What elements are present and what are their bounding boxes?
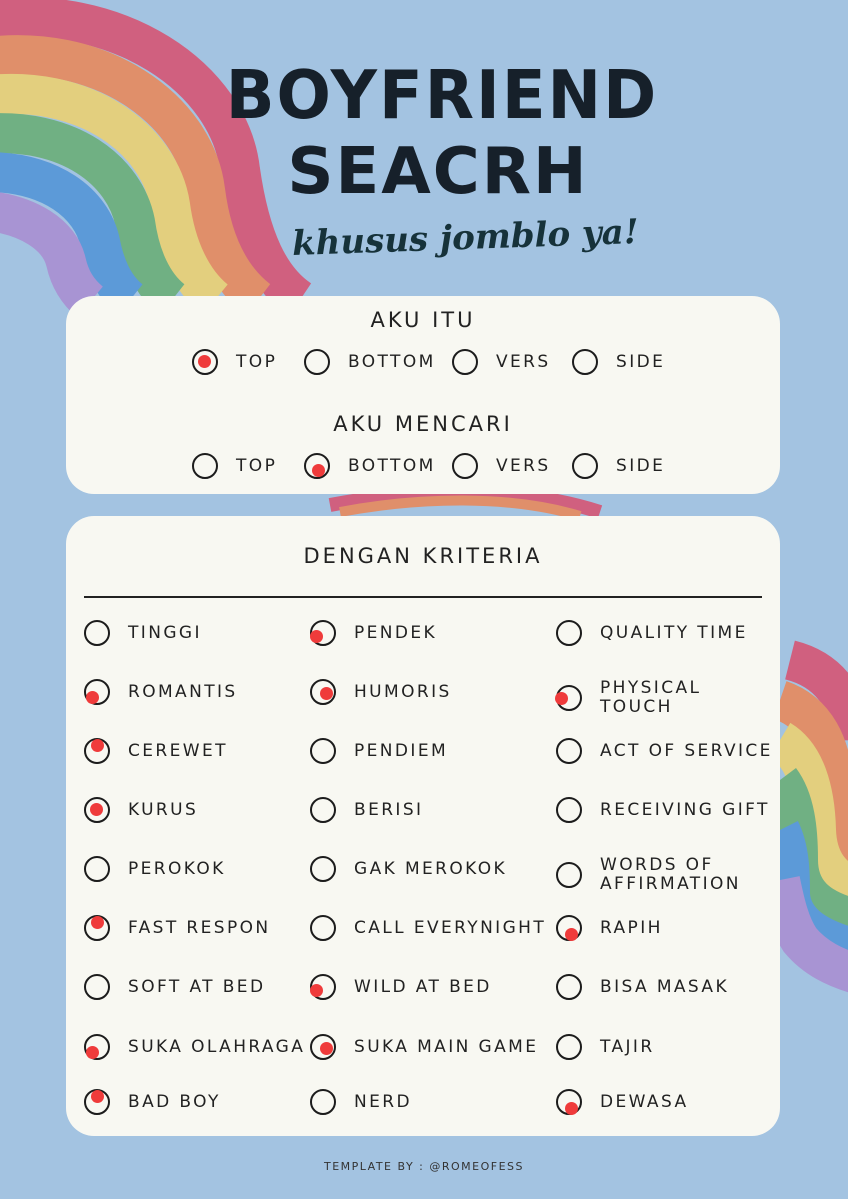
option-label: RECEIVING GIFT xyxy=(600,799,770,820)
radio-circle-icon[interactable] xyxy=(310,1034,336,1060)
radio-circle-icon[interactable] xyxy=(84,1034,110,1060)
radio-circle-icon[interactable] xyxy=(556,797,582,823)
radio-circle-icon[interactable] xyxy=(452,453,478,479)
radio-circle-icon[interactable] xyxy=(84,1089,110,1115)
selected-mark-icon xyxy=(565,928,578,941)
selected-mark-icon xyxy=(198,355,211,368)
option-label: TOP xyxy=(236,455,278,476)
radio-circle-icon[interactable] xyxy=(84,679,110,705)
option-vers[interactable] xyxy=(452,453,551,479)
radio-circle-icon[interactable] xyxy=(304,349,330,375)
selected-mark-icon xyxy=(91,916,104,929)
option-bottom[interactable] xyxy=(304,453,436,479)
option-label: SUKA MAIN GAME xyxy=(354,1036,539,1057)
option-label: CALL EVERYNIGHT xyxy=(354,917,547,938)
option-label: FAST RESPON xyxy=(128,917,271,938)
option-label: DEWASA xyxy=(600,1091,689,1112)
option-top[interactable] xyxy=(192,453,277,479)
radio-circle-icon[interactable] xyxy=(84,915,110,941)
selected-mark-icon xyxy=(320,687,333,700)
option-words-of-affirmation[interactable] xyxy=(556,856,750,893)
option-label: KURUS xyxy=(128,799,199,820)
radio-circle-icon[interactable] xyxy=(556,974,582,1000)
option-label: BOTTOM xyxy=(348,351,436,372)
option-romantis[interactable] xyxy=(84,679,238,705)
radio-circle-icon[interactable] xyxy=(310,974,336,1000)
option-label: QUALITY TIME xyxy=(600,622,748,643)
option-label: BAD BOY xyxy=(128,1091,221,1112)
option-bad-boy[interactable] xyxy=(84,1089,221,1115)
option-label: BISA MASAK xyxy=(600,976,729,997)
selected-mark-icon xyxy=(555,692,568,705)
option-vers[interactable] xyxy=(452,349,551,375)
radio-circle-icon[interactable] xyxy=(556,620,582,646)
option-top[interactable] xyxy=(192,349,277,375)
option-label: SOFT AT BED xyxy=(128,976,266,997)
option-suka-main-game[interactable] xyxy=(310,1034,538,1060)
option-quality-time[interactable] xyxy=(556,620,748,646)
option-wild-at-bed[interactable] xyxy=(310,974,492,1000)
selected-mark-icon xyxy=(86,691,99,704)
option-berisi[interactable] xyxy=(310,797,423,823)
radio-circle-icon[interactable] xyxy=(556,915,582,941)
radio-circle-icon[interactable] xyxy=(556,1089,582,1115)
radio-circle-icon[interactable] xyxy=(310,679,336,705)
selected-mark-icon xyxy=(91,739,104,752)
radio-circle-icon[interactable] xyxy=(310,738,336,764)
option-rapih[interactable] xyxy=(556,915,663,941)
option-pendiem[interactable] xyxy=(310,738,448,764)
radio-circle-icon[interactable] xyxy=(84,856,110,882)
option-side[interactable] xyxy=(572,349,665,375)
radio-circle-icon[interactable] xyxy=(572,349,598,375)
option-bottom[interactable] xyxy=(304,349,436,375)
option-label: ACT OF SERVICE xyxy=(600,740,773,761)
option-label: PHYSICAL TOUCH xyxy=(600,678,702,717)
option-label: ROMANTIS xyxy=(128,681,238,702)
option-side[interactable] xyxy=(572,453,665,479)
option-cerewet[interactable] xyxy=(84,738,228,764)
option-label: TOP xyxy=(236,351,278,372)
selected-mark-icon xyxy=(565,1102,578,1115)
selected-mark-icon xyxy=(312,464,325,477)
option-nerd[interactable] xyxy=(310,1089,412,1115)
divider xyxy=(84,596,762,598)
radio-circle-icon[interactable] xyxy=(310,915,336,941)
option-label: HUMORIS xyxy=(354,681,452,702)
selected-mark-icon xyxy=(320,1042,333,1055)
option-perokok[interactable] xyxy=(84,856,226,882)
radio-circle-icon[interactable] xyxy=(192,349,218,375)
kriteria-heading: DENGAN KRITERIA xyxy=(303,544,543,568)
radio-circle-icon[interactable] xyxy=(452,349,478,375)
option-label: NERD xyxy=(354,1091,412,1112)
option-bisa-masak[interactable] xyxy=(556,974,729,1000)
selected-mark-icon xyxy=(86,1046,99,1059)
option-physical-touch[interactable] xyxy=(556,679,780,716)
radio-circle-icon[interactable] xyxy=(556,862,582,888)
option-label: RAPIH xyxy=(600,917,663,938)
selected-mark-icon xyxy=(310,630,323,643)
option-pendek[interactable] xyxy=(310,620,437,646)
option-label: PENDEK xyxy=(354,622,438,643)
aku-mencari-heading: AKU MENCARI xyxy=(333,412,513,436)
radio-circle-icon[interactable] xyxy=(84,797,110,823)
option-label: WORDS OF AFFIRMATION xyxy=(600,855,741,894)
option-soft-at-bed[interactable] xyxy=(84,974,265,1000)
radio-circle-icon[interactable] xyxy=(84,620,110,646)
option-label: GAK MEROKOK xyxy=(354,858,508,879)
selected-mark-icon xyxy=(90,803,103,816)
option-call-everynight[interactable] xyxy=(310,915,546,941)
selected-mark-icon xyxy=(310,984,323,997)
option-label: WILD AT BED xyxy=(354,976,492,997)
option-suka-olahraga[interactable] xyxy=(84,1034,305,1060)
aku-itu-heading: AKU ITU xyxy=(370,308,476,332)
role-card xyxy=(66,296,780,494)
option-label: TINGGI xyxy=(128,622,202,643)
option-kurus[interactable] xyxy=(84,797,198,823)
radio-circle-icon[interactable] xyxy=(556,1034,582,1060)
option-tajir[interactable] xyxy=(556,1034,655,1060)
footer-credit: TEMPLATE BY : @ROMEOFESS xyxy=(323,1160,525,1173)
option-dewasa[interactable] xyxy=(556,1089,688,1115)
radio-circle-icon[interactable] xyxy=(310,620,336,646)
option-label: PENDIEM xyxy=(354,740,449,761)
radio-circle-icon[interactable] xyxy=(310,856,336,882)
radio-circle-icon[interactable] xyxy=(310,1089,336,1115)
option-label: VERS xyxy=(496,351,551,372)
radio-circle-icon[interactable] xyxy=(84,738,110,764)
radio-circle-icon[interactable] xyxy=(556,685,582,711)
radio-circle-icon[interactable] xyxy=(310,797,336,823)
option-label: SUKA OLAHRAGA xyxy=(128,1036,306,1057)
radio-circle-icon[interactable] xyxy=(556,738,582,764)
option-label: SIDE xyxy=(616,351,666,372)
option-tinggi[interactable] xyxy=(84,620,202,646)
criteria-card xyxy=(66,516,780,1136)
option-label: VERS xyxy=(496,455,551,476)
option-humoris[interactable] xyxy=(310,679,452,705)
option-gak-merokok[interactable] xyxy=(310,856,507,882)
radio-circle-icon[interactable] xyxy=(572,453,598,479)
option-fast-respon[interactable] xyxy=(84,915,271,941)
option-label: BOTTOM xyxy=(348,455,436,476)
title-line-1: BOYFRIEND xyxy=(225,57,659,135)
option-label: SIDE xyxy=(616,455,666,476)
title-line-2: SEACRH xyxy=(287,135,589,209)
option-label: TAJIR xyxy=(600,1036,655,1057)
subtitle: khusus jomblo ya! xyxy=(291,211,640,265)
option-label: CEREWET xyxy=(128,740,228,761)
radio-circle-icon[interactable] xyxy=(304,453,330,479)
selected-mark-icon xyxy=(91,1090,104,1103)
radio-circle-icon[interactable] xyxy=(192,453,218,479)
option-act-of-service[interactable] xyxy=(556,738,773,764)
option-label: PEROKOK xyxy=(128,858,226,879)
option-label: BERISI xyxy=(354,799,424,820)
radio-circle-icon[interactable] xyxy=(84,974,110,1000)
option-receiving-gift[interactable] xyxy=(556,797,770,823)
